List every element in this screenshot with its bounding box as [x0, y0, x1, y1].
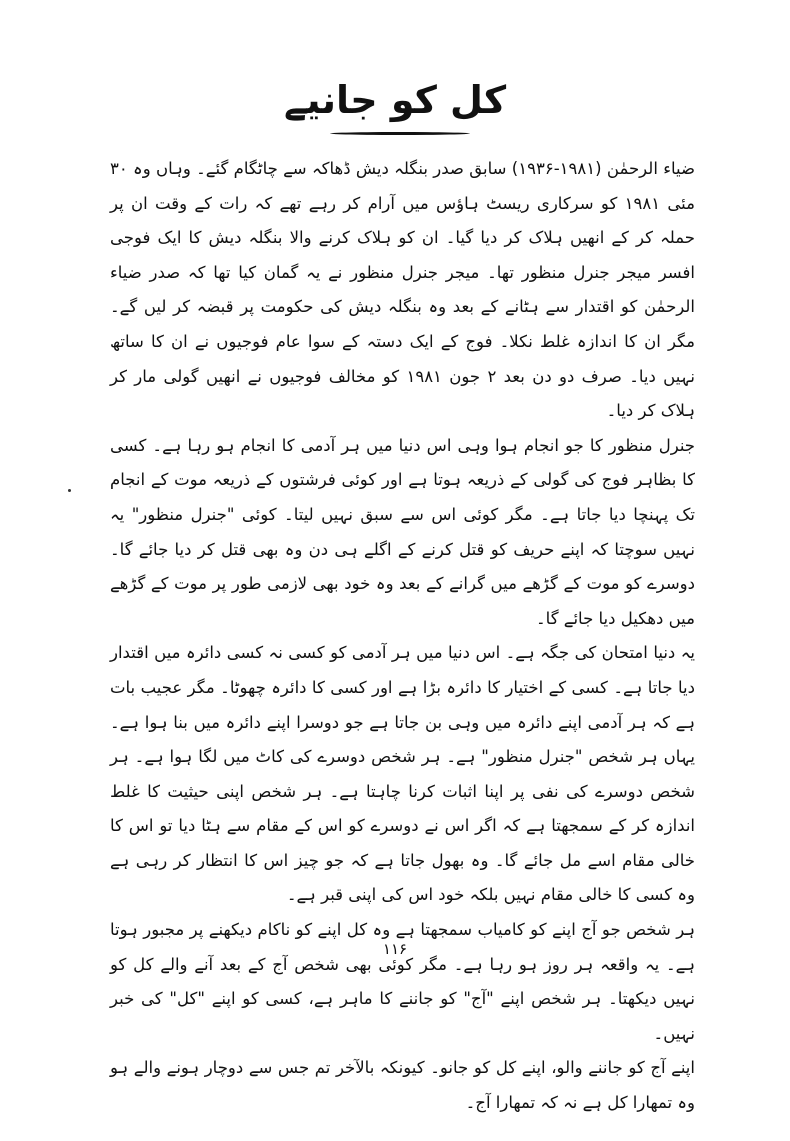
page-number: ۱۱۶	[382, 940, 408, 958]
page-title: کل کو جانیے	[283, 78, 507, 122]
paragraph-1: ضیاء الرحمٰن (۱۹۸۱-۱۹۳۶) سابق صدر بنگلہ دیش ڈھاکہ سے چاٹگام گئے۔ وہاں وہ ۳۰ مئی ۱۹۸۱ کو سرکاری ریسٹ ہاؤس میں آرام کر رہے تھے کہ رات کے وقت ان پر حملہ کر کے انھیں ہلاک کر دیا گیا۔ ان کو ہلاک کرنے والا بنگلہ دیش کا ایک فوجی افسر میجر جنرل منظور تھا۔ میجر جنرل منظور نے یہ گمان کیا تھا کہ صدر ضیاء الرحمٰن کو اقتدار سے ہٹانے کے بعد وہ بنگلہ دیش کی حکومت پر قبضہ کر لیں گے۔ مگر ان کا اندازہ غلط نکلا۔ فوج کے ایک دستہ کے سوا عام فوجیوں نے ان کا ساتھ نہیں دیا۔ صرف دو دن بعد ۲ جون ۱۹۸۱ کو مخالف فوجیوں نے انھیں گولی مار کر ہلاک کر دیا۔	[110, 159, 696, 421]
margin-mark	[68, 489, 71, 492]
article-body	[110, 152, 695, 1121]
title-underline	[330, 132, 470, 135]
paragraph-4: ہر شخص جو آج اپنے کو کامیاب سمجھتا ہے وہ کل اپنے کو ناکام دیکھنے پر مجبور ہوتا ہے۔ یہ واقعہ ہر روز ہو رہا ہے۔ مگر کوئی بھی شخص آج کے بعد آنے والے کل کو نہیں دیکھتا۔ ہر شخص اپنے "آج" کو جاننے کا ماہر ہے، کسی کو اپنے "کل" کی خبر نہیں۔	[110, 920, 695, 1043]
paragraph-3: یہ دنیا امتحان کی جگہ ہے۔ اس دنیا میں ہر آدمی کو کسی نہ کسی دائرہ میں اقتدار دیا جاتا ہے۔ کسی کے اختیار کا دائرہ بڑا ہے اور کسی کا دائرہ چھوٹا۔ مگر عجیب بات ہے کہ ہر آدمی اپنے دائرہ میں وہی بن جاتا ہے جو دوسرا اپنے دائرہ میں بنا ہوا ہے۔ یہاں ہر شخص "جنرل منظور" ہے۔ ہر شخص دوسرے کی کاٹ میں لگا ہوا ہے۔ ہر شخص دوسرے کی نفی پر اپنا اثبات کرنا چاہتا ہے۔ ہر شخص اپنی حیثیت کا غلط اندازہ کر کے سمجھتا ہے کہ اگر اس نے دوسرے کو اس کے مقام سے ہٹا دیا تو اس کا خالی مقام اسے مل جائے گا۔ وہ بھول جاتا ہے کہ جو چیز اس کا انتظار کر رہی ہے وہ کسی کا خالی مقام نہیں بلکہ خود اس کی اپنی قبر ہے۔	[110, 643, 695, 905]
paragraph-2: جنرل منظور کا جو انجام ہوا وہی اس دنیا میں ہر آدمی کا انجام ہو رہا ہے۔ کسی کا بظاہر فوج کی گولی کے ذریعہ ہوتا ہے اور کوئی فرشتوں کے ذریعہ موت کے انجام تک پہنچا دیا جاتا ہے۔ مگر کوئی اس سے سبق نہیں لیتا۔ کوئی "جنرل منظور" یہ نہیں سوچتا کہ اپنے حریف کو قتل کرنے کے اگلے ہی دن وہ بھی قتل کر دیا جائے گا۔ دوسرے کو موت کے گڑھے میں گرانے کے بعد وہ خود بھی لازمی طور پر موت کے گڑھے میں دھکیل دیا جائے گا۔	[110, 435, 695, 628]
paragraph-5: اپنے آج کو جاننے والو، اپنے کل کو جانو۔ کیونکہ بالآخر تم جس سے دوچار ہونے والے ہو وہ تمھارا کل ہے نہ کہ تمھارا آج۔	[110, 1058, 695, 1113]
